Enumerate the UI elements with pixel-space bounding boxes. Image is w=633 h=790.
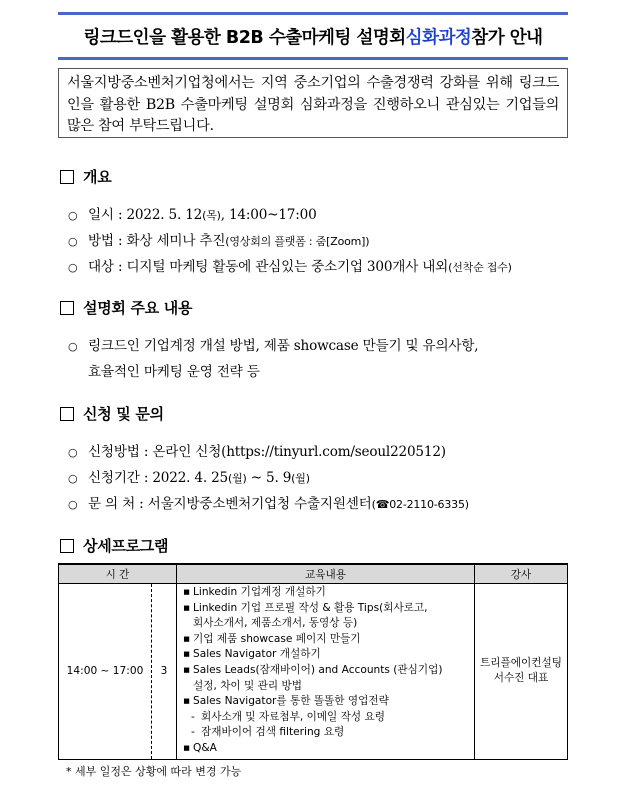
- list-item-text: Linkedin 기업계정 개설하기: [193, 586, 326, 598]
- circle-bullet-icon: ○: [68, 261, 78, 274]
- list-item-text: 회사소개서, 제품소개서, 동영상 등): [193, 617, 358, 630]
- circle-bullet-icon: ○: [68, 472, 78, 485]
- title-part1: 링크드인을 활용한 B2B 수출마케팅 설명회: [83, 27, 406, 48]
- list-marker: ▪: [183, 586, 191, 598]
- main-content-line1: ○ 링크드인 기업계정 개설 방법, 제품 showcase 만들기 및 유의사항,: [68, 338, 479, 354]
- list-marker: [183, 679, 193, 695]
- checkbox-square-icon: [60, 407, 74, 421]
- list-item: [183, 694, 470, 710]
- list-marker: -: [191, 726, 195, 739]
- header-content: 교육내용: [177, 564, 475, 584]
- circle-bullet-icon: ○: [68, 235, 78, 248]
- list-item: [183, 663, 470, 679]
- list-item-text: Sales Leads(잠재바이어) and Accounts (관심기업): [193, 663, 443, 676]
- section-heading: 상세프로그램: [83, 537, 169, 555]
- hours-cell: 3: [152, 584, 177, 760]
- list-item-text: 설정, 차이 및 관리 방법: [193, 679, 302, 692]
- instructor-company: 트리플에이컨설팅: [480, 657, 562, 670]
- section-program: [60, 535, 168, 556]
- title-highlight: 심화과정: [405, 27, 472, 48]
- application-contact: ○ 문 의 처 : 서울지방중소벤처기업청 수출지원센터(☎02-2110-6335): [68, 496, 469, 512]
- checkbox-square-icon: [60, 301, 74, 315]
- list-item-text: 잠재바이어 검색 filtering 요령: [201, 726, 345, 739]
- list-item-text: Sales Navigator 개설하기: [193, 648, 321, 661]
- list-item-text: Linkedin 기업 프로필 작성 & 활용 Tips(회사로고,: [193, 601, 428, 614]
- list-item: [183, 710, 470, 726]
- header-instructor: 강사: [475, 564, 568, 584]
- list-item-text: Q&A: [193, 741, 217, 754]
- circle-bullet-icon: ○: [68, 498, 78, 511]
- overview-date: ○ 일시 : 2022. 5. 12(목), 14:00~17:00: [68, 207, 317, 223]
- application-period: ○ 신청기간 : 2022. 4. 25(월) ~ 5. 9(월): [68, 470, 310, 486]
- section-heading: 신청 및 문의: [83, 405, 164, 423]
- intro-box: 서울지방중소벤처기업청에서는 지역 중소기업의 수출경쟁력 강화를 위해 링크드인을 활용한 B2B 수출마케팅 설명회 심화과정을 진행하오니 관심있는 기업들의 많은 참여 부탁드립니다.: [58, 68, 568, 138]
- instructor-name: 서수진 대표: [493, 672, 549, 685]
- list-item: [183, 616, 470, 632]
- list-marker: ▪: [183, 601, 191, 614]
- list-marker: ▪: [183, 663, 191, 676]
- circle-bullet-icon: ○: [68, 209, 78, 222]
- list-marker: ▪: [183, 632, 191, 645]
- list-item: [183, 601, 470, 617]
- list-marker: ▪: [183, 695, 191, 708]
- table-row: [59, 584, 568, 760]
- list-item: [183, 679, 470, 695]
- overview-target: ○ 대상 : 디지털 마케팅 활동에 관심있는 중소기업 300개사 내외(선착순 접수): [68, 259, 512, 275]
- section-heading: 개요: [83, 168, 112, 186]
- list-item: [183, 632, 470, 648]
- overview-method: ○ 방법 : 화상 세미나 추진(영상회의 플랫폼 : 줌[Zoom]): [68, 233, 370, 249]
- list-item-text: Sales Navigator를 통한 똘똘한 영업전략: [193, 695, 389, 708]
- list-item: [183, 647, 470, 663]
- circle-bullet-icon: ○: [68, 446, 78, 459]
- instructor-cell: [475, 584, 568, 760]
- time-cell: 14:00 ~ 17:00: [59, 584, 152, 760]
- table-header-row: [59, 564, 568, 584]
- section-heading: 설명회 주요 내용: [83, 299, 193, 317]
- checkbox-square-icon: [60, 170, 74, 184]
- section-application: [60, 403, 164, 424]
- list-marker: ▪: [183, 741, 191, 754]
- section-overview: [60, 166, 111, 187]
- circle-bullet-icon: ○: [68, 340, 78, 353]
- content-cell: [177, 584, 475, 760]
- list-item: [183, 585, 470, 601]
- application-method: ○ 신청방법 : 온라인 신청(https://tinyurl.com/seoul220512): [68, 444, 446, 460]
- list-marker: ▪: [183, 648, 191, 661]
- list-marker: -: [191, 710, 195, 723]
- list-item-text: 기업 제품 showcase 페이지 만들기: [193, 632, 361, 645]
- list-item: [183, 741, 470, 757]
- section-main-content: [60, 297, 192, 318]
- list-item-text: 회사소개 및 자료첨부, 이메일 작성 요령: [201, 710, 385, 723]
- title-part2: 참가 안내: [471, 27, 543, 48]
- main-content-line2: 효율적인 마케팅 운영 전략 등: [88, 364, 260, 380]
- program-table: [58, 563, 568, 760]
- footnote: * 세부 일정은 상황에 따라 변경 가능: [66, 765, 242, 778]
- list-marker: [183, 616, 193, 632]
- list-item: [183, 725, 470, 741]
- checkbox-square-icon: [60, 539, 74, 553]
- page-title: [58, 12, 568, 60]
- header-time: 시 간: [59, 564, 177, 584]
